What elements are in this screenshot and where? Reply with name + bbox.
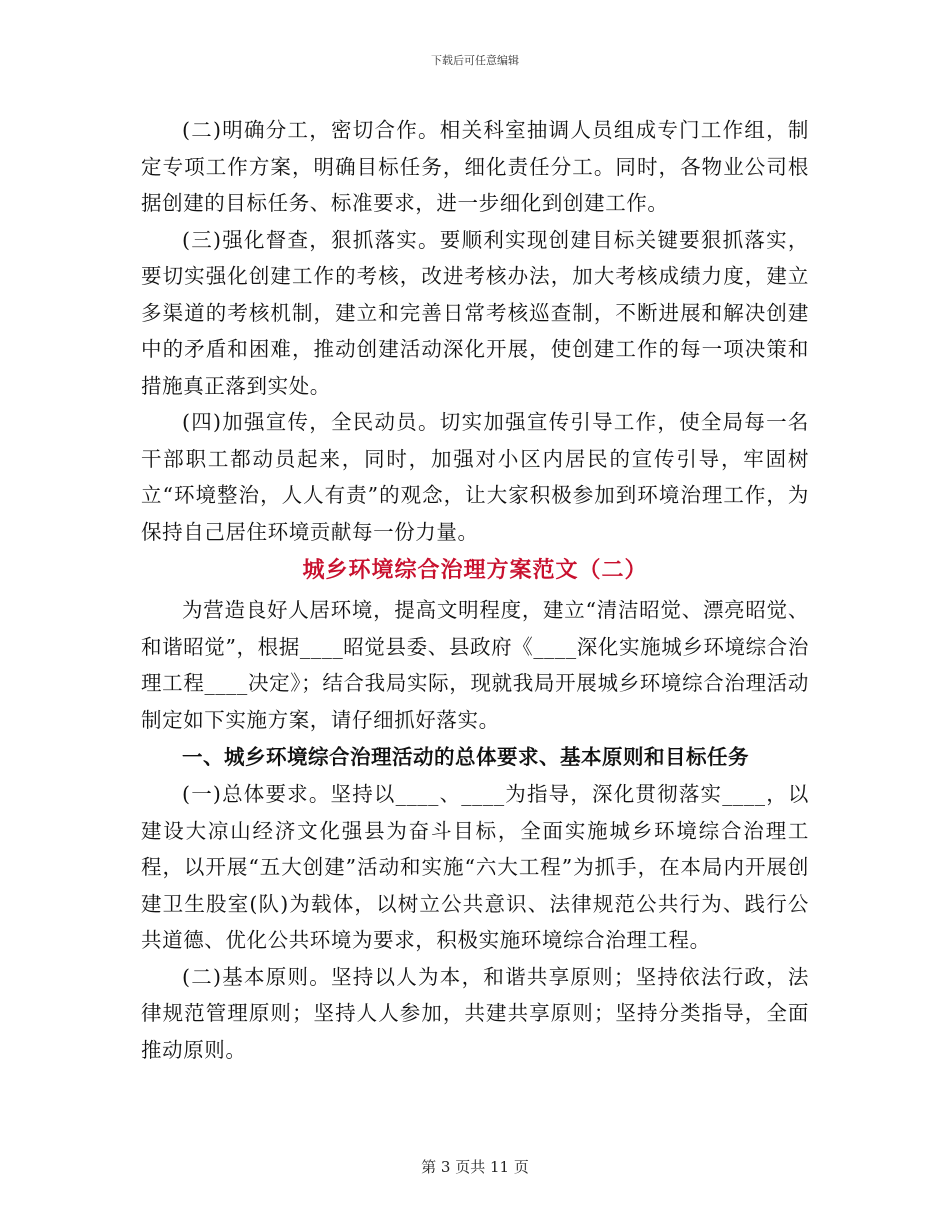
paragraph-4: (四)加强宣传，全民动员。切实加强宣传引导工作，使全局每一名干部职工都动员起来，同时，加强对小区内居民的宣传引导，牢固树立“环境整治，人人有责”的观念，让大家积极参加到环境治理工作，为保持自己居住环境贡献每一份力量。 xyxy=(141,410,809,544)
paragraph-overall-requirements: (一)总体要求。坚持以____、____为指导，深化贯彻落实____，以建设大凉山经济文化强县为奋斗目标，全面实施城乡环境综合治理工程，以开展“五大创建”活动和实施“六大工程”为抓手，在本局内开展创建卫生股室(队)为载体，以树立公共意识、法律规范公共行为、践行公共道德、优化公共环境为要求，积极实施环境综合治理工程。 xyxy=(141,782,809,952)
document-body xyxy=(141,112,809,1068)
paragraph-3: (三)强化督查，狠抓落实。要顺利实现创建目标关键要狠抓落实，要切实强化创建工作的考核，改进考核办法，加大考核成绩力度，建立多渠道的考核机制，建立和完善日常考核巡查制，不断进展和解决创建中的矛盾和困难，推动创建活动深化开展，使创建工作的每一项决策和措施真正落到实处。 xyxy=(141,227,809,398)
document-title: 城乡环境综合治理方案范文（二） xyxy=(302,558,648,583)
page-header: 下载后可任意编辑 xyxy=(431,54,519,67)
paragraph-basic-principles: (二)基本原则。坚持以人为本，和谐共享原则；坚持依法行政，法律规范管理原则；坚持人人参加，共建共享原则；坚持分类指导，全面推动原则。 xyxy=(141,964,809,1062)
page-footer: 第 3 页共 11 页 xyxy=(421,1158,529,1176)
intro-paragraph: 为营造良好人居环境，提高文明程度，建立“清洁昭觉、漂亮昭觉、和谐昭觉”，根据____昭觉县委、县政府《____深化实施城乡环境综合治理工程____决定》；结合我局实际，现就我局开展城乡环境综合治理活动制定如下实施方案，请仔细抓好落实。 xyxy=(141,598,809,732)
paragraph-2: (二)明确分工，密切合作。相关科室抽调人员组成专门工作组，制定专项工作方案，明确目标任务，细化责任分工。同时，各物业公司根据创建的目标任务、标准要求，进一步细化到创建工作。 xyxy=(141,118,809,215)
section-heading: 一、城乡环境综合治理活动的总体要求、基本原则和目标任务 xyxy=(182,745,749,769)
